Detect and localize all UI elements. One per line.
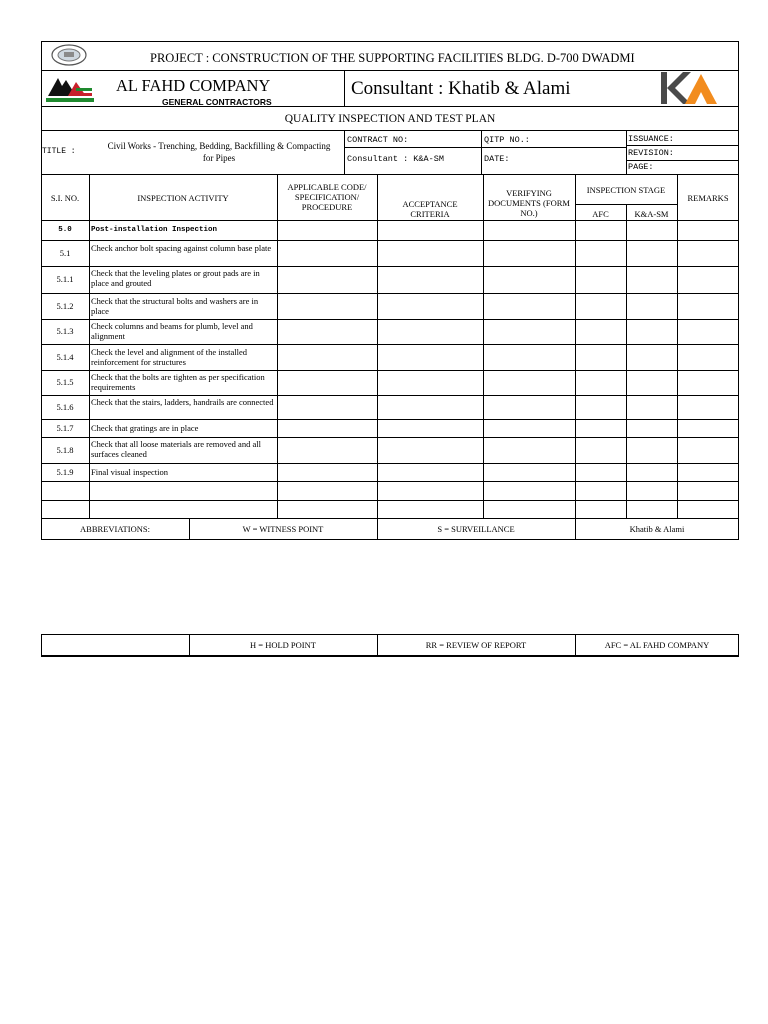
- row-activity: Check that the leveling plates or grout pads are in place and grouted: [91, 268, 260, 288]
- consultant-footer: Khatib & Alami: [629, 524, 685, 534]
- consultant-code: Consultant : K&A-SM: [347, 154, 444, 164]
- col-si-no: S.I. NO.: [50, 193, 80, 203]
- row-activity: Check that all loose materials are removed and all surfaces cleaned: [91, 439, 261, 459]
- col-remarks: REMARKS: [687, 193, 729, 203]
- date-label: DATE:: [484, 154, 510, 164]
- row-activity: Final visual inspection: [91, 467, 168, 477]
- qitp-no-label: QITP NO.:: [484, 135, 530, 145]
- seal-icon: [50, 44, 88, 66]
- row-activity: Post-installation Inspection: [91, 226, 218, 234]
- row-number: 5.1.8: [56, 445, 74, 455]
- company-subtitle: GENERAL CONTRACTORS: [162, 97, 272, 107]
- row-activity: Check columns and beams for plumb, level and alignment: [91, 321, 253, 341]
- company-name: AL FAHD COMPANY: [116, 76, 271, 95]
- col-afc: AFC: [592, 209, 609, 219]
- col-kasm: K&A-SM: [634, 209, 669, 219]
- title-value: Civil Works - Trenching, Bedding, Backfilling & Compacting for Pipes: [107, 141, 331, 163]
- row-number: 5.1: [59, 248, 71, 258]
- hold-point: H = HOLD POINT: [250, 640, 316, 650]
- row-number: 5.1.7: [56, 423, 74, 433]
- row-number: 5.1.1: [56, 274, 74, 284]
- row-activity: Check that gratings are in place: [91, 423, 199, 433]
- col-acceptance: ACCEPTANCE CRITERIA: [402, 199, 458, 219]
- issuance-label: ISSUANCE:: [628, 134, 674, 144]
- row-number: 5.1.6: [56, 402, 74, 412]
- row-number: 5.1.5: [56, 377, 74, 387]
- abbreviations-label: ABBREVIATIONS:: [80, 524, 150, 534]
- page-label: PAGE:: [628, 162, 654, 172]
- col-code: APPLICABLE CODE/ SPECIFICATION/ PROCEDURE: [287, 182, 367, 212]
- contract-no-label: CONTRACT NO:: [347, 135, 409, 145]
- alfahd-logo-icon: [46, 74, 94, 104]
- row-number: 5.1.9: [56, 467, 74, 477]
- witness-point: W = WITNESS POINT: [242, 524, 324, 534]
- row-number: 5.1.2: [56, 301, 74, 311]
- plan-title: QUALITY INSPECTION AND TEST PLAN: [284, 113, 496, 125]
- col-verifying: VERIFYING DOCUMENTS (FORM NO.): [488, 188, 570, 218]
- row-number: 5.1.4: [56, 352, 74, 362]
- ka-logo-icon: [661, 72, 719, 104]
- row-activity: Check that the structural bolts and washers are in place: [91, 296, 259, 316]
- revision-label: REVISION:: [628, 148, 674, 158]
- consultant-name: Consultant : Khatib & Alami: [351, 78, 571, 99]
- col-activity: INSPECTION ACTIVITY: [137, 193, 229, 203]
- row-number: 5.0: [58, 226, 72, 234]
- row-number: 5.1.3: [56, 326, 74, 336]
- project-title: PROJECT : CONSTRUCTION OF THE SUPPORTING FACILITIES BLDG. D-700 DWADMI: [150, 51, 635, 65]
- row-activity: Check anchor bolt spacing against column base plate: [91, 243, 272, 253]
- afc-definition: AFC = AL FAHD COMPANY: [604, 640, 710, 650]
- row-activity: Check that the stairs, ladders, handrails are connected: [91, 397, 274, 407]
- surveillance: S = SURVEILLANCE: [437, 524, 515, 534]
- review-of-report: RR = REVIEW OF REPORT: [425, 640, 527, 650]
- row-activity: Check the level and alignment of the installed reinforcement for structures: [91, 347, 248, 367]
- title-label: TITLE :: [42, 147, 76, 156]
- row-activity: Check that the bolts are tighten as per specification requirements: [91, 372, 265, 392]
- col-stage: INSPECTION STAGE: [586, 185, 666, 195]
